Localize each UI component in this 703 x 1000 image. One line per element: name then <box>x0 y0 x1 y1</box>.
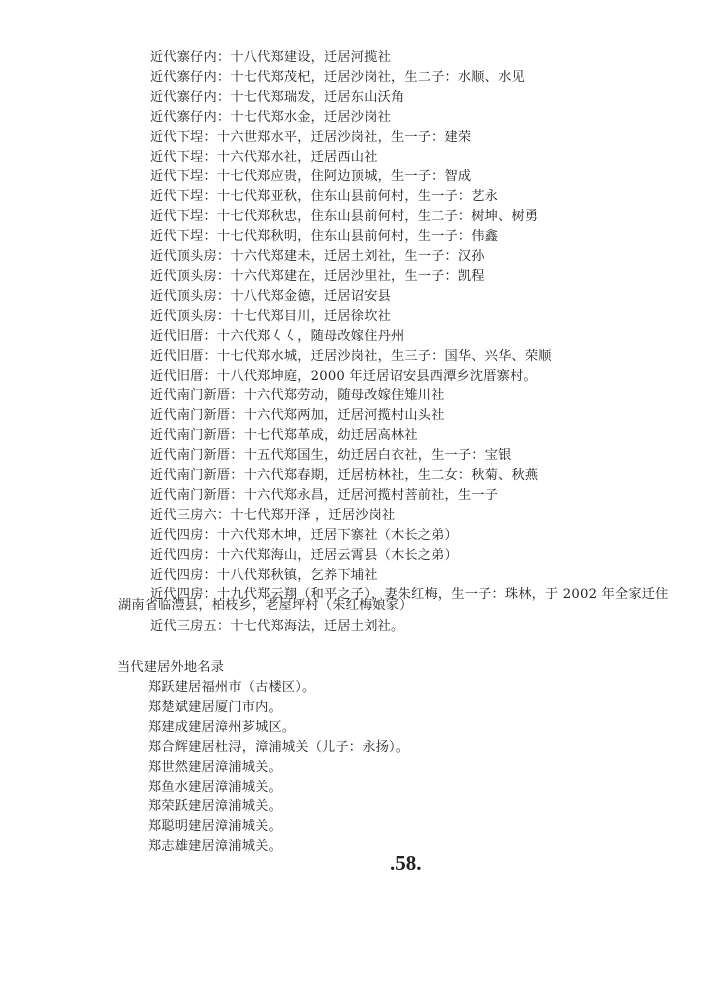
lineage-entry: 近代四房：十六代郑木坤，迁居下寨社（木长之弟） <box>150 527 458 543</box>
lineage-entry: 近代顶头房：十六代郑建在，迁居沙里社，生一子：凯程 <box>150 268 485 284</box>
lineage-entry: 近代四房：十六代郑海山，迁居云霄县（木长之弟） <box>150 547 458 563</box>
residence-item: 郑鱼水建居漳浦城关。 <box>148 779 282 795</box>
residence-item: 郑合辉建居杜浔，漳浦城关（儿子：永扬）。 <box>148 739 410 755</box>
lineage-entry: 近代寨仔内：十七代郑水金，迁居沙岗社 <box>150 109 391 125</box>
lineage-entry: 近代南门新厝：十七代郑革成，幼迁居高林社 <box>150 428 418 444</box>
residence-item: 郑荣跃建居漳浦城关。 <box>148 799 282 815</box>
residence-item: 郑楚斌建居厦门市内。 <box>148 699 282 715</box>
lineage-entry: 近代旧厝：十六代郑𡿨𡿨，随母改嫁住丹州 <box>150 328 405 344</box>
lineage-entry: 近代南门新厝：十五代郑国生，幼迁居白衣社，生一子：宝银 <box>150 448 512 464</box>
lineage-entry: 近代南门新厝：十六代郑两加，迁居河揽村山头社 <box>150 408 445 424</box>
residence-item: 郑聪明建居漳浦城关。 <box>148 819 282 835</box>
section-heading: 当代建居外地名录 <box>117 660 225 675</box>
lineage-entry: 近代顶头房：十六代郑建未，迁居土刘社，生一子：汉孙 <box>150 249 485 265</box>
lineage-entry: 近代旧厝：十七代郑水城，迁居沙岗社，生三子：国华、兴华、荣顺 <box>150 348 552 364</box>
lineage-entry: 近代南门新厝：十六代郑春期，迁居枋林社，生二女：秋菊、秋燕 <box>150 468 539 484</box>
lineage-entry: 近代寨仔内：十八代郑建设，迁居河揽社 <box>150 50 391 65</box>
residence-item: 郑志雄建居漳浦城关。 <box>148 839 282 855</box>
page-number: .58. <box>390 851 422 875</box>
lineage-entry: 近代下埕：十七代郑秋忠，住东山县前何村，生二子：树坤、树勇 <box>150 209 539 225</box>
modern-residence-list <box>148 678 409 857</box>
lineage-entry: 近代四房：十八代郑秋镇，乞养下埔社 <box>150 567 378 583</box>
lineage-entry: 近代顶头房：十八代郑金德，迁居诏安县 <box>150 288 391 304</box>
lineage-entry: 近代寨仔内：十七代郑茂杞，迁居沙岗社，生二子：水顺、水见 <box>150 69 525 85</box>
lineage-entry: 近代三房五：十七代郑海法，迁居土刘社。 <box>150 619 405 634</box>
lineage-entry: 近代南门新厝：十六代郑劳动，随母改嫁住雉川社 <box>150 388 445 404</box>
lineage-entry: 近代寨仔内：十七代郑瑞发，迁居东山沃角 <box>150 89 405 105</box>
lineage-entry: 近代顶头房：十七代郑目川，迁居徐坎社 <box>150 308 391 324</box>
lineage-entry: 近代下埕：十七代郑亚秋，住东山县前何村，生一子：艺永 <box>150 189 499 205</box>
residence-item: 郑跃建居福州市（古楼区）。 <box>148 680 316 695</box>
lineage-entry: 近代下埕：十六代郑水社，迁居西山社 <box>150 149 378 165</box>
lineage-entry: 近代三房六：十七代郑开泽 ，迁居沙岗社 <box>150 507 396 523</box>
lineage-entry: 近代下埕：十六世郑水平，迁居沙岗社，生一子：建荣 <box>150 129 472 145</box>
residence-item: 郑建成建居漳州芗城区。 <box>148 719 296 735</box>
lineage-entry: 近代下埕：十七代郑应贵，住阿边顶城，生一子：智成 <box>150 169 472 185</box>
lineage-entry-continuation: 湖南省临澧县，柏枝乡，老屋坪村（朱红梅娘家） <box>118 598 413 613</box>
lineage-entry: 近代四房：十九代郑云翔（和平之子），妻朱红梅，生一子：珠林，于 2002 年全家迁住 <box>150 587 669 603</box>
lineage-entries-list <box>150 48 670 605</box>
lineage-entry: 近代南门新厝：十六代郑永昌，迁居河揽村菩前社，生一子 <box>150 487 499 503</box>
lineage-entry: 近代旧厝：十八代郑坤庭，2000 年迁居诏安县西潭乡沈厝寨村。 <box>150 368 537 384</box>
residence-item: 郑世然建居漳浦城关。 <box>148 759 282 775</box>
lineage-entry: 近代下埕：十七代郑秋明，住东山县前何村，生一子：伟鑫 <box>150 229 499 245</box>
